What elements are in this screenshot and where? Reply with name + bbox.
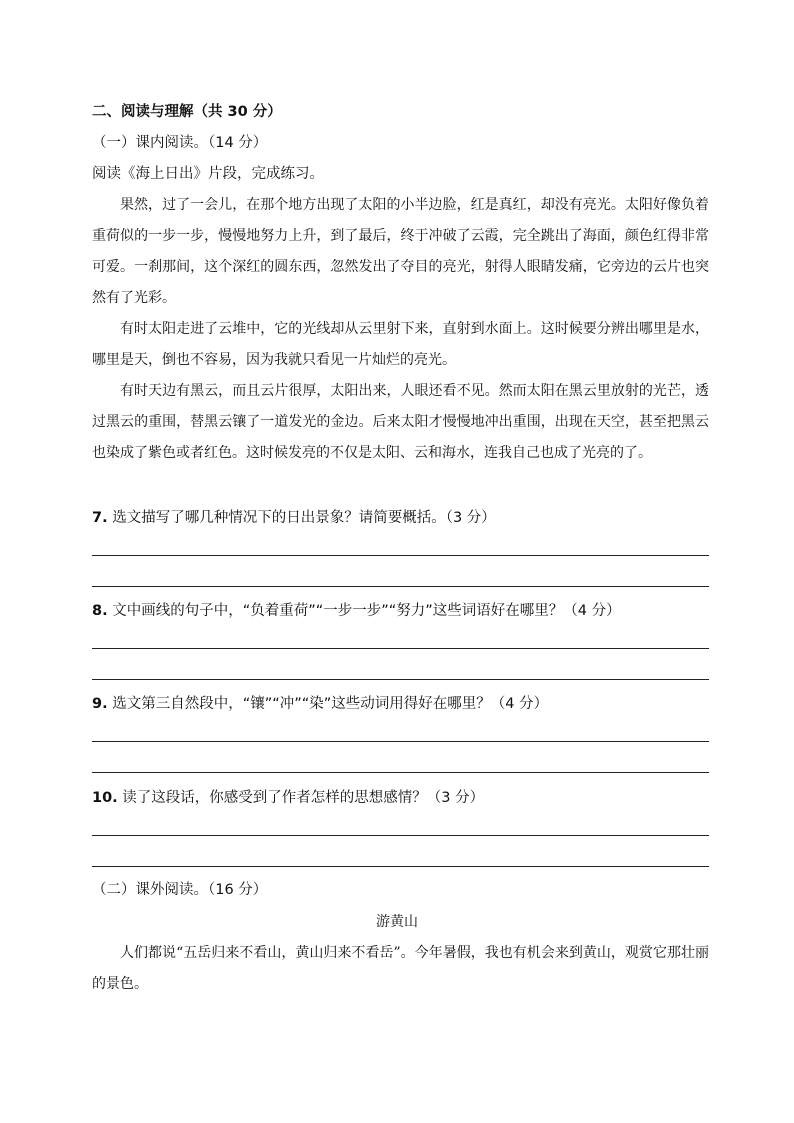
question-10 bbox=[92, 788, 484, 808]
question-8 bbox=[92, 601, 621, 621]
question-9-text: 选文第三自然段中，“镶”“冲”“染”这些动词用得好在哪里？（4 分） bbox=[107, 696, 549, 712]
answer-line[interactable] bbox=[92, 679, 709, 680]
part1-title: （一）课内阅读。（14 分） bbox=[92, 135, 268, 151]
question-7 bbox=[92, 508, 496, 528]
question-8-text: 文中画线的句子中，“负着重荷”“一步一步”“努力”这些词语好在哪里？（4 分） bbox=[107, 603, 621, 619]
question-7-number: 7. bbox=[92, 510, 108, 526]
part1-instruction: 阅读《海上日出》片段，完成练习。 bbox=[92, 166, 324, 182]
answer-line[interactable] bbox=[92, 866, 709, 867]
answer-line[interactable] bbox=[92, 555, 709, 556]
answer-line[interactable] bbox=[92, 772, 709, 773]
passage-paragraph-3: 有时天边有黑云，而且云片很厚，太阳出来，人眼还看不见。然而太阳在黑云里放射的光芒，透过黑云的重围，替黑云镶了一道发光的金边。后来太阳才慢慢地冲出重围，出现在天空，甚至把黑云也染成了紫色或者红色。这时候发亮的不仅是太阳、云和海水，连我自己也成了光亮的了。 bbox=[92, 383, 709, 461]
article-paragraph: 人们都说“五岳归来不看山，黄山归来不看岳”。今年暑假，我也有机会来到黄山，观赏它那壮丽的景色。 bbox=[92, 945, 709, 992]
article-title: 游黄山 bbox=[376, 914, 418, 930]
question-9-number: 9. bbox=[92, 696, 108, 712]
question-10-text: 读了这段话，你感受到了作者怎样的思想感情？（3 分） bbox=[117, 790, 485, 806]
question-9 bbox=[92, 694, 548, 714]
answer-line[interactable] bbox=[92, 835, 709, 836]
answer-line[interactable] bbox=[92, 586, 709, 587]
question-7-text: 选文描写了哪几种情况下的日出景象？请简要概括。（3 分） bbox=[107, 510, 496, 526]
question-8-number: 8. bbox=[92, 603, 108, 619]
answer-line[interactable] bbox=[92, 648, 709, 649]
part2-title: （二）课外阅读。（16 分） bbox=[92, 882, 268, 898]
passage-paragraph-1: 果然，过了一会儿，在那个地方出现了太阳的小半边脸，红是真红，却没有亮光。太阳好像负着重荷似的一步一步，慢慢地努力上升，到了最后，终于冲破了云霞，完全跳出了海面，颜色红得非常可爱。一刹那间，这个深红的圆东西，忽然发出了夺目的亮光，射得人眼睛发痛，它旁边的云片也突然有了光彩。 bbox=[92, 197, 709, 306]
question-10-number: 10. bbox=[92, 790, 118, 806]
section-heading: 二、阅读与理解（共 30 分） bbox=[92, 104, 282, 120]
answer-line[interactable] bbox=[92, 741, 709, 742]
passage-paragraph-2: 有时太阳走进了云堆中，它的光线却从云里射下来，直射到水面上。这时候要分辨出哪里是水，哪里是天，倒也不容易，因为我就只看见一片灿烂的亮光。 bbox=[92, 321, 709, 368]
